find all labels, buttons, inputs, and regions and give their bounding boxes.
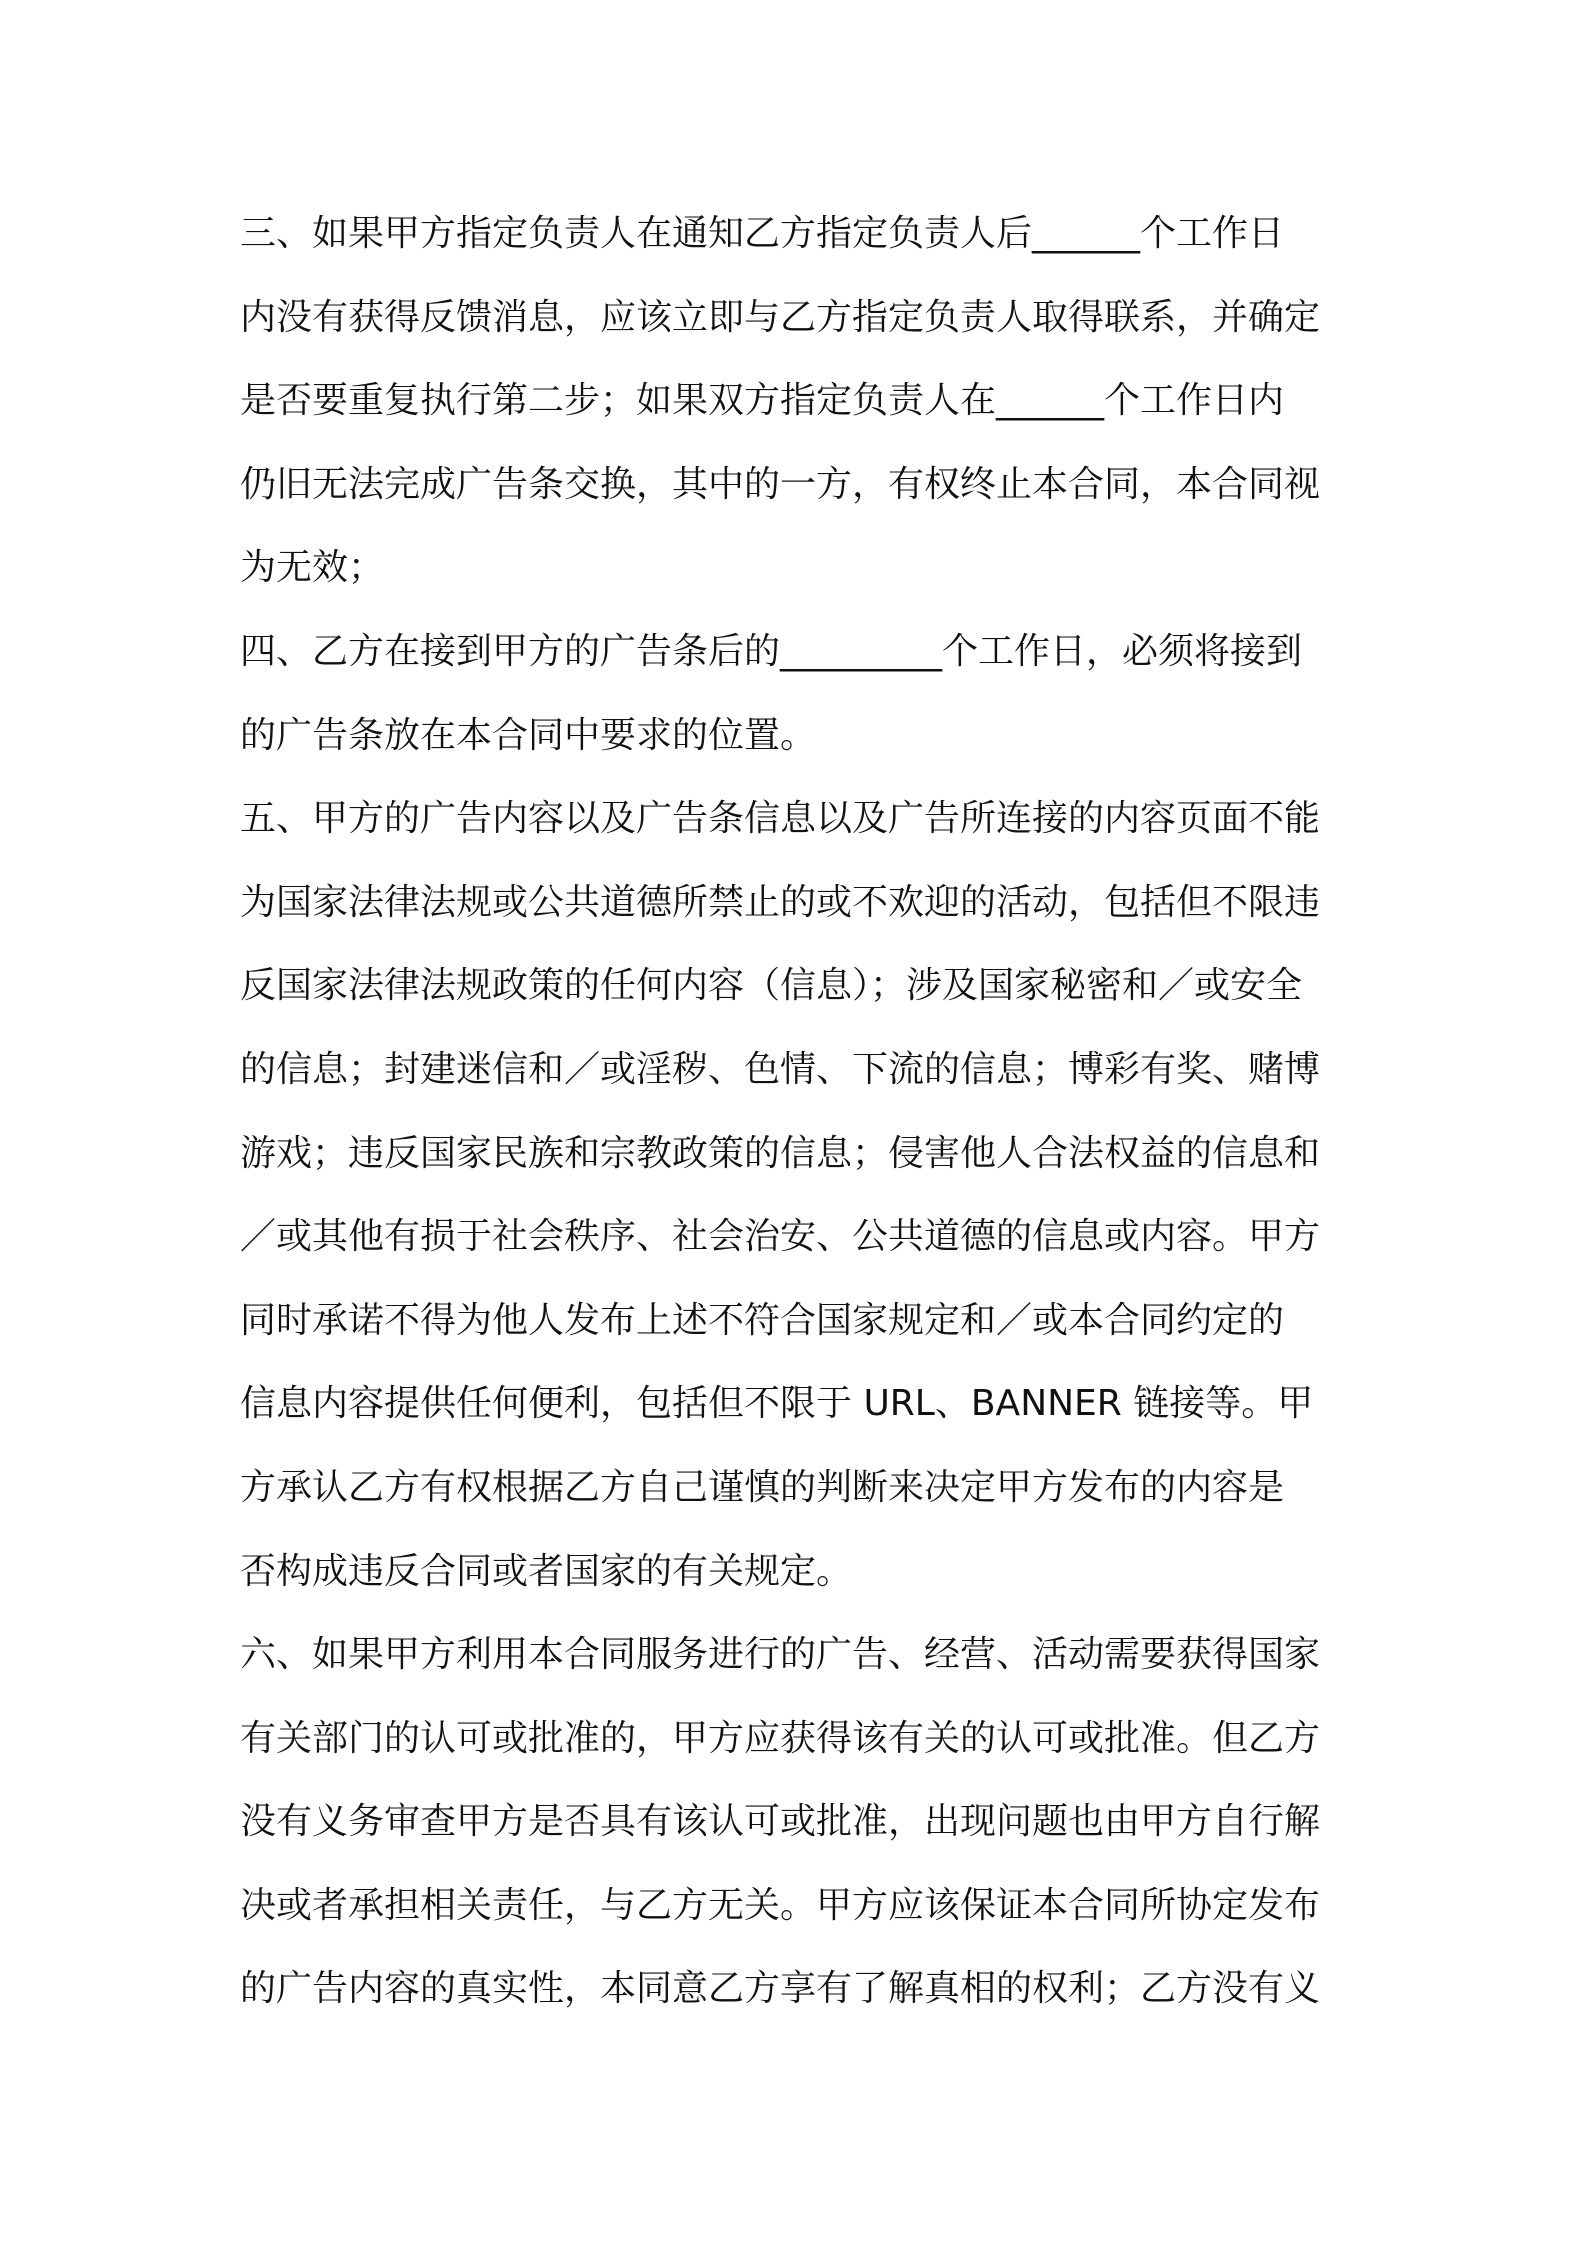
text-line: 否构成违反合同或者国家的有关规定。 xyxy=(240,1550,853,1592)
text-line: 反国家法律法规政策的任何内容（信息）；涉及国家秘密和／或安全 xyxy=(240,965,1303,1007)
text-line: 游戏；违反国家民族和宗教政策的信息；侵害他人合法权益的信息和 xyxy=(240,1132,1321,1174)
text-line: 方承认乙方有权根据乙方自己谨慎的判断来决定甲方发布的内容是 xyxy=(240,1466,1285,1508)
text-line: 是否要重复执行第二步；如果双方指定负责人在______个工作日内 xyxy=(240,380,1285,422)
text-line: 的广告内容的真实性，本同意乙方享有了解真相的权利；乙方没有义 xyxy=(240,1968,1321,2010)
text-line: 五、甲方的广告内容以及广告条信息以及广告所连接的内容页面不能 xyxy=(240,798,1321,840)
text-line: 没有义务审查甲方是否具有该认可或批准，出现问题也由甲方自行解 xyxy=(240,1801,1321,1843)
text-line: 有关部门的认可或批准的，甲方应获得该有关的认可或批准。但乙方 xyxy=(240,1717,1321,1759)
text-line: 三、如果甲方指定负责人在通知乙方指定负责人后______个工作日 xyxy=(240,213,1285,254)
text-line: 的广告条放在本合同中要求的位置。 xyxy=(240,714,817,756)
text-line: 信息内容提供任何便利，包括但不限于 URL、BANNER 链接等。甲 xyxy=(240,1383,1314,1425)
contract-body-text xyxy=(240,192,1360,2031)
text-line: ／或其他有损于社会秩序、社会治安、公共道德的信息或内容。甲方 xyxy=(240,1216,1321,1258)
text-line: 决或者承担相关责任，与乙方无关。甲方应该保证本合同所协定发布 xyxy=(240,1884,1321,1926)
text-line: 四、乙方在接到甲方的广告条后的_________个工作日，必须将接到 xyxy=(240,630,1303,672)
text-line: 六、如果甲方利用本合同服务进行的广告、经营、活动需要获得国家 xyxy=(240,1634,1321,1676)
text-line: 为国家法律法规或公共道德所禁止的或不欢迎的活动，包括但不限违 xyxy=(240,881,1321,923)
text-line: 内没有获得反馈消息，应该立即与乙方指定负责人取得联系，并确定 xyxy=(240,296,1321,338)
text-line: 仍旧无法完成广告条交换，其中的一方，有权终止本合同，本合同视 xyxy=(240,463,1321,505)
text-line: 的信息；封建迷信和／或淫秽、色情、下流的信息；博彩有奖、赌博 xyxy=(240,1048,1321,1090)
text-line: 为无效； xyxy=(240,547,385,589)
text-line: 同时承诺不得为他人发布上述不符合国家规定和／或本合同约定的 xyxy=(240,1299,1285,1341)
